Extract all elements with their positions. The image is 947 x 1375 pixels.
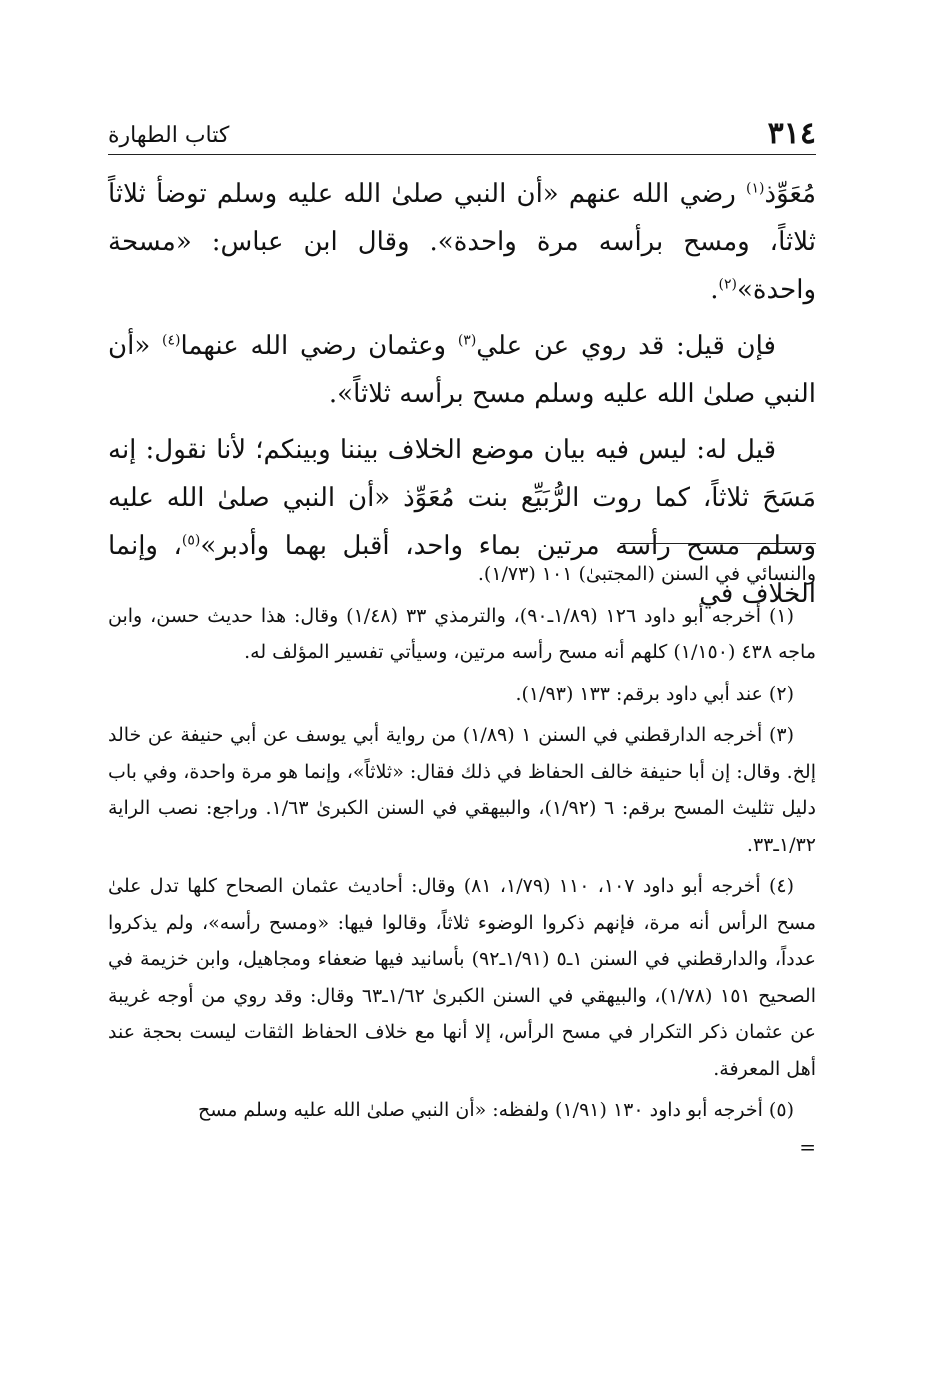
footnote-4: (٤) أخرجه أبو داود ١٠٧، ١١٠ (١/٧٩، ٨١) وقال: أحاديث عثمان الصحاح كلها تدل علىٰ مسح الرأس أنه مرة، فإنهم ذكروا الوضوء ثلاثاً، وقالوا فيها: «ومسح رأسه»، ولم يذكروا عدداً، والدارقطني في السنن ١ـ٥ (١/٩١ـ٩٢) بأسانيد فيها ضعفاء ومجاهيل، وابن خزيمة في الصحيح ١٥١ (١/٧٨)، والبيهقي في السنن الكبرىٰ ١/٦٢ـ٦٣ وقال: وقد روي من أوجه غريبة عن عثمان ذكر التكرار في مسح الرأس، إلا أنها مع خلاف الحفاظ الثقات ليست بحجة عند أهل المعرفة. bbox=[108, 875, 816, 1080]
text-run: فإن قيل: قد روي عن علي bbox=[476, 331, 776, 361]
footnote-ref: (١) bbox=[746, 180, 765, 197]
footnote-3: (٣) أخرجه الدارقطني في السنن ١ (١/٨٩) من رواية أبي يوسف عن أبي حنيفة عن خالد إلخ. وقال: إن أبا حنيفة خالف الحفاظ في ذلك فقال: «ثلاثاً»، وإنما هو مرة واحدة، وفي باب دليل تثليث المسح برقم: ٦ (١/٩٢)، والبيهقي في السنن الكبرىٰ ١/٦٣. وراجع: نصب الراية ١/٣٢ـ٣٣. bbox=[108, 724, 816, 856]
footnote-ref: (٥) bbox=[181, 532, 201, 549]
page-number: ٣١٤ bbox=[767, 116, 816, 151]
footnote-ref: (٢) bbox=[718, 276, 737, 293]
paragraph bbox=[108, 322, 816, 418]
text-run: ، وإنما الخلاف في bbox=[108, 531, 816, 609]
footnote-5: (٥) أخرجه أبو داود ١٣٠ (١/٩١) ولفظه: «أن النبي صلىٰ الله عليه وسلم مسح bbox=[197, 1099, 794, 1121]
footnote-separator bbox=[620, 543, 816, 544]
page-header bbox=[108, 112, 816, 155]
paragraph bbox=[108, 170, 816, 314]
text-run: وعثمان رضي الله عنهما bbox=[180, 331, 458, 361]
running-title: كتاب الطهارة bbox=[108, 123, 230, 148]
text-run: قيل له: ليس فيه بيان موضع الخلاف بيننا وبينكم؛ لأنا نقول: إنه مَسَحَ ثلاثاً، كما روت الرُّبَيِّع بنت مُعَوِّذ «أن النبي صلىٰ الله عليه وسلم مسح رأسه مرتين بماء واحد، أقبل بهما وأدبر» bbox=[108, 435, 816, 561]
footnote-ref: (٤) bbox=[162, 332, 181, 349]
text-run: . bbox=[710, 275, 719, 305]
footnote-ref: (٣) bbox=[457, 332, 477, 349]
footnote-continuation: والنسائي في السنن (المجتبىٰ) ١٠١ (١/٧٣). bbox=[477, 563, 816, 585]
continuation-mark: = bbox=[799, 1134, 816, 1159]
footnotes bbox=[108, 556, 816, 1160]
footnote-2: (٢) عند أبي داود برقم: ١٣٣ (١/٩٣). bbox=[515, 682, 794, 705]
text-run: «أن النبي صلىٰ الله عليه وسلم مسح برأسه ثلاثاً». bbox=[108, 331, 816, 409]
text-run: رضي الله عنهم «أن النبي صلىٰ الله عليه وسلم توضأ ثلاثاً ثلاثاً، ومسح برأسه مرة واحدة». وقال ابن عباس: «مسحة واحدة» bbox=[108, 179, 816, 305]
text-run: مُعَوِّذ bbox=[764, 179, 816, 209]
footnote-1: (١) أخرجه أبو داود ١٢٦ (١/٨٩ـ٩٠)، والترمذي ٣٣ (١/٤٨) وقال: هذا حديث حسن، وابن ماجه ٤٣٨ (١/١٥٠) كلهم أنه مسح رأسه مرتين، وسيأتي تفسير المؤلف له. bbox=[108, 604, 816, 663]
